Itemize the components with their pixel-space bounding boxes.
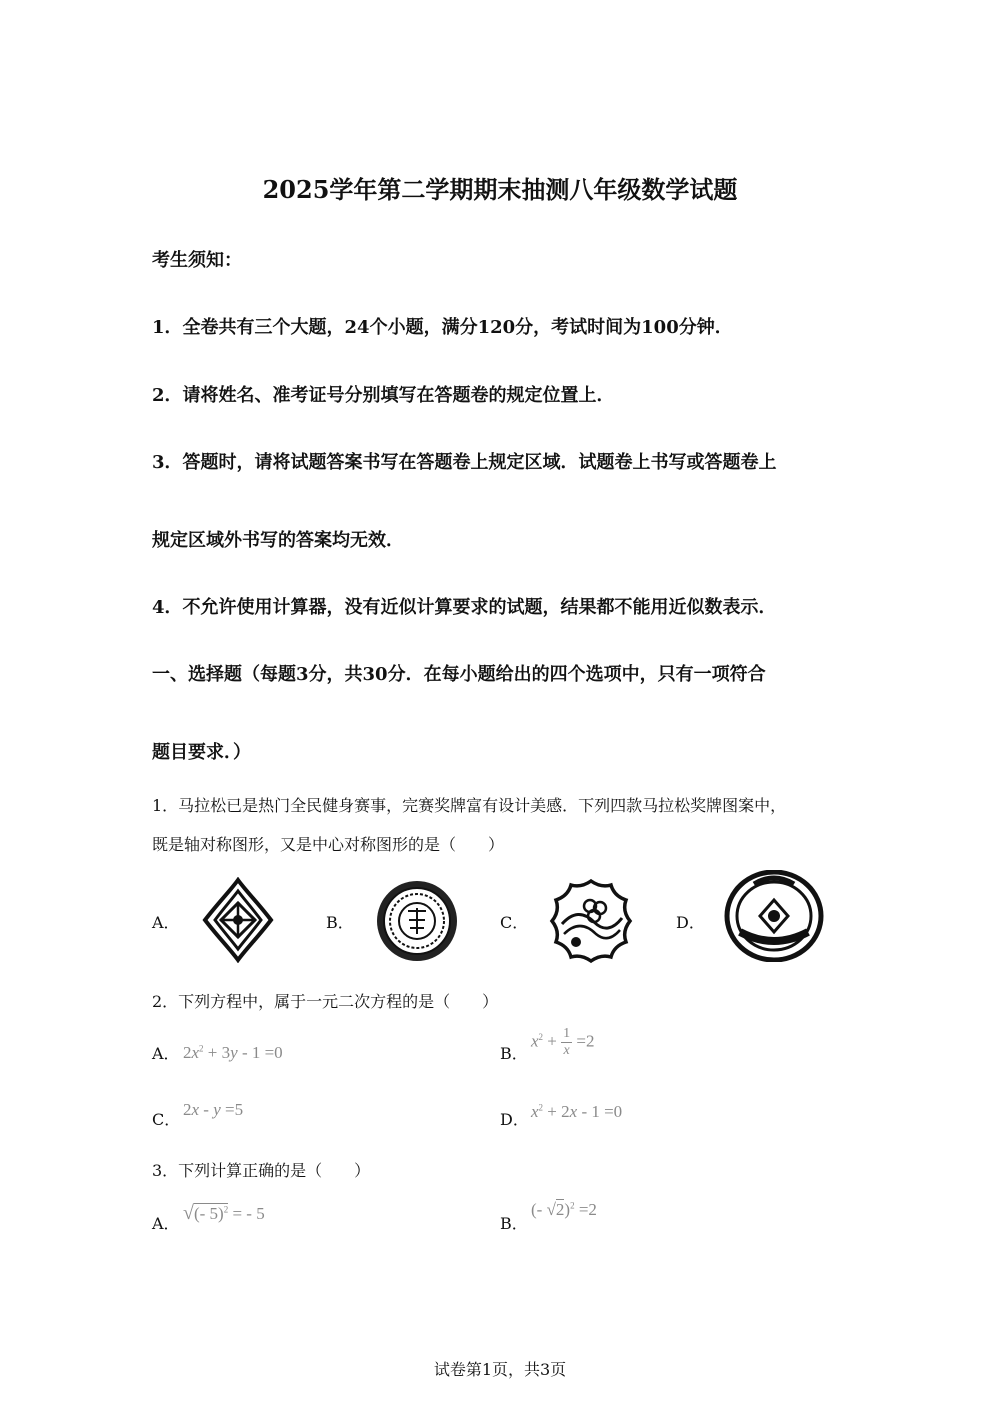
q2-option-b-label: B．: [500, 1044, 528, 1063]
q1-option-a-label: A．: [152, 913, 180, 932]
section-heading: 一、选择题（每题3分，共30分．在每小题给出的四个选项中，只有一项符合: [152, 664, 766, 685]
q2-option-c-equation: 2x - y =5: [183, 1100, 244, 1119]
notice-item-3: 3．答题时，请将试题答案书写在答题卷上规定区域．试题卷上书写或答题卷上: [152, 452, 777, 473]
q2-option-b-equation: $x^2$ + $\frac{1}{x}$ =2: [531, 1026, 595, 1058]
section-heading-cont: 题目要求．）: [152, 742, 251, 763]
q3-option-b-label: B．: [500, 1214, 528, 1233]
flower-wave-medal-icon: [548, 878, 634, 964]
q1-stem-cont: 既是轴对称图形，又是中心对称图形的是（ ）: [152, 835, 505, 854]
page-footer: 试卷第1页，共3页: [433, 1360, 567, 1379]
fu-flower-medal-icon: [374, 878, 460, 964]
notice-heading: 考生须知：: [152, 250, 242, 271]
knot-diamond-medal-icon: [200, 877, 276, 963]
q3-stem: 3．下列计算正确的是（ ）: [152, 1161, 371, 1180]
page-title: 2025学年第二学期期末抽测八年级数学试题: [262, 175, 738, 204]
q3-option-a-label: A．: [152, 1214, 180, 1233]
q1-option-d-label: D．: [676, 913, 705, 932]
q2-stem: 2．下列方程中，属于一元二次方程的是（ ）: [152, 992, 499, 1011]
q1-option-c-label: C．: [500, 913, 529, 932]
q2-option-d-equation: $x^2 + 2x - 1 =0$: [531, 1102, 623, 1121]
ring-emblem-medal-icon: [724, 870, 824, 962]
notice-item-4: 4．不允许使用计算器，没有近似计算要求的试题，结果都不能用近似数表示．: [152, 597, 777, 618]
q2-option-c-label: C．: [152, 1110, 181, 1129]
q3-option-a-expression: √(- 5)$^2$ = - 5: [183, 1202, 265, 1224]
notice-item-3-cont: 规定区域外书写的答案均无效．: [152, 530, 404, 551]
q2-option-a-label: A．: [152, 1044, 180, 1063]
q2-option-d-label: D．: [500, 1110, 529, 1129]
q1-stem: 1．马拉松已是热门全民健身赛事，完赛奖牌富有设计美感．下列四款马拉松奖牌图案中，: [152, 796, 787, 815]
q1-option-b-label: B．: [326, 913, 354, 932]
q2-option-a-equation: $2x^2 + 3y - 1 =0$: [183, 1043, 283, 1062]
q3-option-b-expression: (- √2)$^2$ =2: [531, 1200, 597, 1219]
notice-item-2: 2．请将姓名、准考证号分别填写在答题卷的规定位置上．: [152, 385, 615, 406]
notice-item-1: 1．全卷共有三个大题，24个小题，满分120分，考试时间为100分钟．: [152, 317, 733, 338]
